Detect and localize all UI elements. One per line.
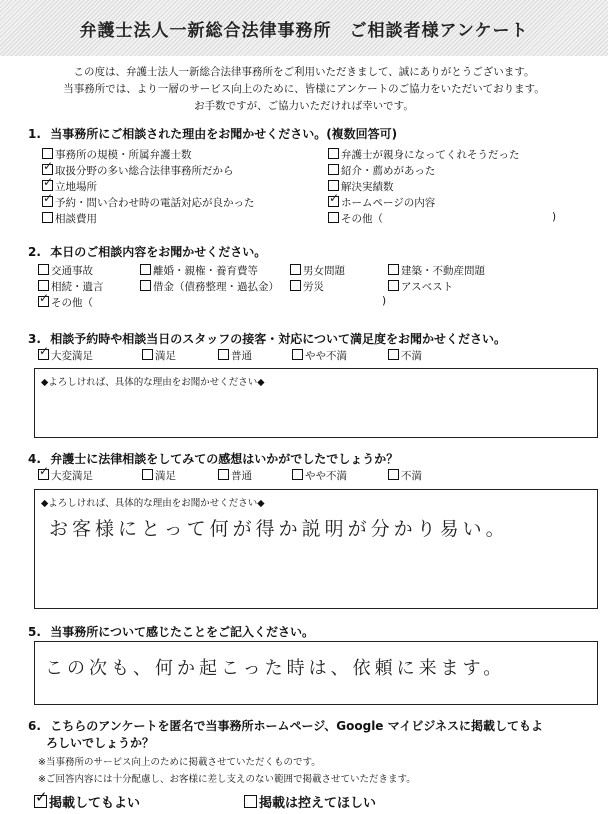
note: ※ご回答内容には十分配慮し、お客様に差し支えのない範囲で掲載させていただきます。	[38, 774, 416, 785]
q3-option-3[interactable]	[218, 348, 252, 363]
q2-option-4[interactable]	[388, 263, 485, 278]
comment-label: ◆よろしければ、具体的な理由をお聞かせください◆	[41, 498, 265, 509]
checkbox[interactable]	[142, 469, 153, 480]
checkbox[interactable]	[388, 264, 399, 275]
option-label: 事務所の規模・所属弁護士数	[55, 149, 192, 161]
option-label: 予約・問い合わせ時の電話対応が良かった	[55, 197, 255, 209]
checkbox[interactable]	[38, 280, 49, 291]
option-label: 交通事故	[51, 265, 93, 277]
q4-option-2[interactable]	[142, 468, 176, 483]
option-label: 満足	[155, 470, 176, 482]
checkbox[interactable]	[42, 212, 53, 223]
question-2	[28, 243, 266, 260]
option-label: その他（	[51, 297, 93, 309]
page-title: 弁護士法人一新総合法律事務所 ご相談者様アンケート	[79, 21, 529, 41]
option-label: ホームページの内容	[341, 197, 436, 209]
question-number: 2.	[28, 245, 41, 259]
intro-line: お手数ですが、ご協力いただければ幸いです。	[194, 100, 414, 112]
q1-option-7[interactable]	[328, 163, 435, 178]
q4-option-4[interactable]	[292, 468, 347, 483]
q1-option-2[interactable]	[42, 163, 234, 178]
q1-option-4[interactable]	[42, 195, 255, 210]
question-text: 相談予約時や相談当日のスタッフの接客・対応について満足度をお聞かせください。	[50, 332, 506, 346]
q2-option-8[interactable]	[388, 279, 453, 294]
publish-ok-option[interactable]	[34, 792, 140, 811]
checkbox[interactable]	[34, 795, 47, 808]
question-5	[28, 623, 314, 640]
q1-option-5[interactable]	[42, 211, 97, 226]
question-text: 弁護士に法律相談をしてみての感想はいかがでしたでしょうか？	[50, 452, 399, 466]
question-text: 当事務所について感じたことをご記入ください。	[50, 625, 314, 639]
checkbox[interactable]	[42, 196, 53, 207]
question-number: 6.	[28, 719, 41, 733]
question-text: 当事務所にご相談された理由をお聞かせください。(複数回答可)	[50, 127, 398, 141]
option-label: 解決実績数	[341, 181, 394, 193]
checkbox[interactable]	[38, 264, 49, 275]
checkbox[interactable]	[218, 349, 229, 360]
question-text: こちらのアンケートを匿名で当事務所ホームページ、Google マイビジネスに掲載してもよ	[50, 719, 544, 733]
q2-option-9[interactable]	[38, 295, 93, 310]
q5-comment-box[interactable]	[34, 641, 598, 705]
q2-option-6[interactable]	[140, 279, 279, 294]
option-label: 借金（債務整理・過払金）	[153, 281, 279, 293]
checkbox[interactable]	[290, 264, 301, 275]
checkbox[interactable]	[328, 180, 339, 191]
q2-option-2[interactable]	[140, 263, 258, 278]
checkbox[interactable]	[328, 212, 339, 223]
option-label: 不満	[401, 350, 422, 362]
q2-option-1[interactable]	[38, 263, 93, 278]
checkbox[interactable]	[290, 280, 301, 291]
note: ※当事務所のサービス向上のために掲載させていただくものです。	[38, 757, 321, 768]
q1-option-9[interactable]	[328, 195, 435, 210]
question-number: 4.	[28, 452, 41, 466]
close-paren: )	[382, 295, 387, 307]
checkbox[interactable]	[38, 349, 49, 360]
q2-option-3[interactable]	[290, 263, 345, 278]
option-label: やや不満	[305, 350, 347, 362]
option-label: やや不満	[305, 470, 347, 482]
comment-text: お客様にとって何が得か説明が分かり易い。	[49, 518, 509, 540]
option-label: 労災	[303, 281, 324, 293]
option-label: 相談費用	[55, 213, 97, 225]
question-number: 1.	[28, 127, 41, 141]
q3-comment-box[interactable]	[34, 368, 598, 438]
q4-option-5[interactable]	[388, 468, 422, 483]
page-header	[0, 0, 608, 56]
publish-decline-option[interactable]	[244, 792, 376, 811]
checkbox[interactable]	[292, 349, 303, 360]
option-label: 大変満足	[51, 470, 93, 482]
checkbox[interactable]	[328, 148, 339, 159]
q3-option-2[interactable]	[142, 348, 176, 363]
checkbox[interactable]	[244, 795, 257, 808]
checkbox[interactable]	[140, 264, 151, 275]
q4-comment-box[interactable]	[34, 489, 598, 609]
checkbox[interactable]	[388, 280, 399, 291]
q2-option-7[interactable]	[290, 279, 324, 294]
checkbox[interactable]	[388, 349, 399, 360]
q3-option-4[interactable]	[292, 348, 347, 363]
option-label: 立地場所	[55, 181, 97, 193]
checkbox[interactable]	[38, 296, 49, 307]
option-label: 満足	[155, 350, 176, 362]
checkbox[interactable]	[42, 148, 53, 159]
checkbox[interactable]	[142, 349, 153, 360]
option-label: 普通	[231, 350, 252, 362]
option-label: 相続・遺言	[51, 281, 104, 293]
close-paren: )	[552, 211, 557, 223]
checkbox[interactable]	[388, 469, 399, 480]
option-label: 男女問題	[303, 265, 345, 277]
checkbox[interactable]	[42, 180, 53, 191]
checkbox[interactable]	[42, 164, 53, 175]
question-6	[28, 717, 543, 734]
q4-option-3[interactable]	[218, 468, 252, 483]
q1-option-10[interactable]	[328, 211, 383, 226]
option-label: 取扱分野の多い総合法律事務所だから	[55, 165, 234, 177]
q3-option-1[interactable]	[38, 348, 93, 363]
checkbox[interactable]	[38, 469, 49, 480]
checkbox[interactable]	[140, 280, 151, 291]
question-text: 本日のご相談内容をお聞かせください。	[50, 245, 267, 259]
question-4	[28, 450, 398, 467]
option-label: 大変満足	[51, 350, 93, 362]
checkbox[interactable]	[328, 196, 339, 207]
checkbox[interactable]	[292, 469, 303, 480]
option-label: 掲載は控えてほしい	[259, 796, 377, 811]
checkbox[interactable]	[328, 164, 339, 175]
question-number: 5.	[28, 625, 41, 639]
option-label: 掲載してもよい	[49, 796, 141, 811]
checkbox[interactable]	[218, 469, 229, 480]
question-3	[28, 330, 506, 347]
option-label: 紹介・薦めがあった	[341, 165, 436, 177]
intro-line: この度は、弁護士法人一新総合法律事務所をご利用いただきまして、誠にありがとうございます。	[73, 66, 535, 78]
option-label: 弁護士が親身になってくれそうだった	[341, 149, 520, 161]
option-label: 建築・不動産問題	[401, 265, 485, 277]
option-label: アスベスト	[401, 281, 454, 293]
comment-text: この次も、何か起こった時は、依頼に来ます。	[45, 658, 506, 679]
q1-option-6[interactable]	[328, 147, 520, 162]
option-label: その他（	[341, 213, 383, 225]
question-1	[28, 125, 397, 142]
question-number: 3.	[28, 332, 41, 346]
option-label: 普通	[231, 470, 252, 482]
option-label: 離婚・親権・養育費等	[153, 265, 258, 277]
question-6-continued: ろしいでしょうか？	[46, 736, 155, 750]
option-label: 不満	[401, 470, 422, 482]
comment-label: ◆よろしければ、具体的な理由をお聞かせください◆	[41, 377, 265, 388]
intro-text	[0, 64, 608, 115]
q1-option-1[interactable]	[42, 147, 192, 162]
q3-option-5[interactable]	[388, 348, 422, 363]
q4-option-1[interactable]	[38, 468, 93, 483]
intro-line: 当事務所では、より一層のサービス向上のために、皆様にアンケートのご協力をいただいております。	[63, 83, 545, 95]
